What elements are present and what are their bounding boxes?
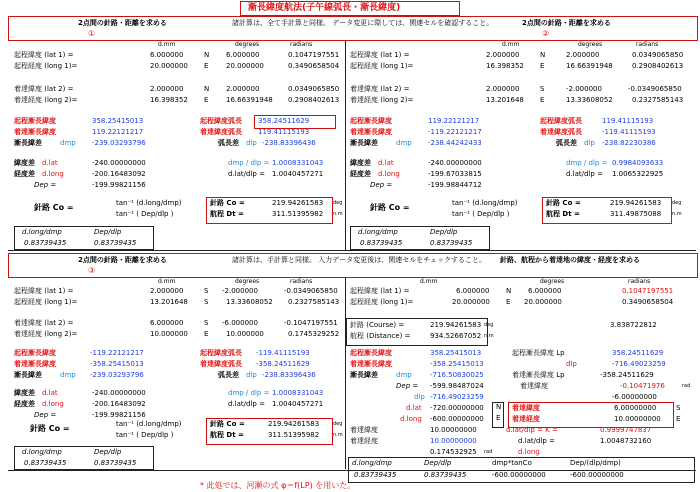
ratio2-label: Dep/dlp — [94, 448, 122, 456]
ratio1-label: d.long/dmp — [22, 448, 62, 456]
ml-diff-label: 漸長緯差 — [14, 371, 42, 379]
dep-label: Dep = — [370, 181, 393, 189]
lat2-dmm: 2.000000 — [486, 85, 520, 93]
long1-label: 起程経度 (long 1)= — [14, 298, 78, 306]
ratio2-value: 0.83739435 — [430, 239, 473, 247]
lat2-dmm: 2.000000 — [150, 85, 184, 93]
dmp-tan-label: dmp*tanCo — [492, 459, 532, 467]
lat1-rad: 0.1047197551 — [288, 51, 340, 59]
divider — [8, 250, 696, 251]
sec3-note: 諸計算は、手計算と同様。 入力データ変更後は、関連セルをチェックすること。 — [232, 256, 487, 264]
col-header-degrees: degrees — [235, 278, 260, 285]
course-unit: deg — [333, 200, 343, 206]
start-ml-lp-label: 起程漸長緯度 Lp — [512, 349, 565, 357]
lat2-hemi: S — [204, 319, 209, 327]
dmp-tan-value: -600.00000000 — [492, 471, 546, 479]
arr-arc-label: 着達緯度弧長 — [200, 360, 242, 368]
dist-in-label: 航程 (Distance) = — [350, 332, 411, 340]
col-header-radians: radians — [290, 278, 313, 285]
course-value: 219.94261583 — [610, 199, 662, 207]
start-arc-value: 358.24511629 — [258, 117, 310, 125]
lat1-hemi: N — [204, 51, 210, 59]
ml-diff-dmp: dmp — [60, 139, 76, 147]
lat2-deg: -6.000000 — [222, 319, 258, 327]
long1-dmm: 13.201648 — [150, 298, 188, 306]
arr-lat-label-2: 着達緯度 — [520, 382, 548, 390]
ratio1-value: 0.83739435 — [360, 239, 403, 247]
start-arc-label: 起程緯度弧長 — [200, 349, 242, 357]
long-diff-value: -200.16483092 — [92, 170, 146, 178]
lat-diff-value: -240.00000000 — [428, 159, 482, 167]
ratio2-label: Dep/dlp — [430, 228, 458, 236]
formula-2: tan⁻¹ ( Dep/dlp ) — [116, 431, 174, 439]
distance-value: 311.51395982 — [272, 210, 324, 218]
long-diff-label: 経度差 — [14, 400, 35, 408]
arr-arc-value: -119.41115193 — [602, 128, 656, 136]
dlat-label: d.lat — [406, 404, 422, 412]
lat2-rad: 0.0349065850 — [288, 85, 340, 93]
lat1-hemi: N — [540, 51, 546, 59]
arr-long-value: 10.00000000 — [430, 437, 477, 445]
lat2-hemi: N — [204, 85, 210, 93]
s-marker: S — [676, 404, 681, 412]
result-box — [508, 402, 674, 428]
col-header-degrees: degrees — [235, 41, 260, 48]
arr-arc-label: 着達緯度弧長 — [200, 128, 242, 136]
long1-hemi: E — [540, 62, 545, 70]
dlat-dlp-value: 1.0065322925 — [612, 170, 664, 178]
arr-ml-value: -119.22121217 — [428, 128, 482, 136]
sec1-header-box — [8, 16, 698, 41]
long2-rad: 0.2908402613 — [288, 96, 340, 104]
arr-lat-label: 着達緯度 — [350, 426, 378, 434]
course-in-label: 針路 (Course) = — [350, 321, 405, 329]
lat2-label: 着達緯度 (lat 2) = — [14, 319, 74, 327]
arr-long-e-label: 着達経度 — [512, 415, 540, 423]
formula-1: tan⁻¹ (d.long/dmp) — [116, 199, 182, 207]
sec2-number: ② — [542, 29, 550, 38]
title-box — [240, 1, 460, 16]
ratio2-value: 0.83739435 — [94, 459, 137, 467]
ratio1-value: 0.83739435 — [24, 239, 67, 247]
arr-arc-label: 着達緯度弧長 — [540, 128, 582, 136]
arr-long-e-value: 10.00000000 — [614, 415, 661, 423]
formula-2: tan⁻¹ ( Dep/dlp ) — [116, 210, 174, 218]
course-value: 219.94261583 — [268, 420, 320, 428]
dmp-dlp-value: 1.0008331043 — [272, 159, 324, 167]
n-marker: N — [496, 403, 502, 411]
col-header-radians: radians — [628, 278, 651, 285]
long1-rad: 0.3490658504 — [288, 62, 340, 70]
arr-ml-value: -358.25415013 — [430, 360, 484, 368]
start-ml-value: 358.25415013 — [430, 349, 482, 357]
long1-deg: 20.000000 — [524, 298, 562, 306]
input-box — [346, 318, 488, 346]
lat1-deg: 2.000000 — [566, 51, 600, 59]
arc-diff-dlp: dlp — [246, 139, 257, 147]
lat1-label: 起程緯度 (lat 1) = — [14, 51, 74, 59]
e-marker: E — [496, 414, 501, 422]
arr-lat-deg: 0.174532925 — [430, 448, 477, 456]
ml-diff-label: 漸長緯差 — [350, 139, 378, 147]
course-unit: deg — [672, 200, 682, 206]
dlp-label: dlp — [414, 393, 425, 401]
long1-hemi: E — [506, 298, 511, 306]
arr-ml-label: 着達漸長緯度 — [350, 128, 392, 136]
dlp-value: -716.49023259 — [430, 393, 484, 401]
distance-value: 311.51395982 — [268, 431, 320, 439]
arc-diff-label: 弧長差 — [218, 371, 239, 379]
start-ml-value: -119.22121217 — [90, 349, 144, 357]
long2-hemi: E — [204, 330, 209, 338]
ml-diff-value: -239.03293796 — [90, 371, 144, 379]
dlat-value: -720.00000000 — [430, 404, 484, 412]
lat-diff-dlat: d.lat — [378, 159, 394, 167]
dist-in-unit: n.m — [484, 333, 494, 339]
marker-box — [492, 402, 504, 428]
arr-lat-neg-value: -6.00000000 — [612, 393, 657, 401]
start-arc-value: -119.41115193 — [256, 349, 310, 357]
arr-ml-lp-calc: -716.49023259 — [612, 360, 666, 368]
start-ml-label: 起程漸長緯度 — [350, 117, 392, 125]
ml-diff-value: -239.03293796 — [92, 139, 146, 147]
dlat-dlp-label: d.lat/dlp = — [228, 170, 265, 178]
long1-label: 起程経度 (long 1)= — [350, 298, 414, 306]
footer-note: * 此処では、河瀬の式 φ＝f(LP) を用いた。 — [200, 481, 356, 490]
long1-deg: 16.66391948 — [566, 62, 613, 70]
arc-diff-label: 弧長差 — [218, 139, 239, 147]
distance-label: 航程 Dt = — [546, 210, 580, 218]
distance-label: 航程 Dt = — [210, 210, 244, 218]
dep-label: Dep = — [34, 181, 57, 189]
long1-dmm: 20.000000 — [452, 298, 490, 306]
course-small-label: 針路 Co = — [546, 199, 581, 207]
ml-diff-dmp: dmp — [396, 371, 412, 379]
arr-ml-label: 着達漸長緯度 — [14, 360, 56, 368]
k-value: 0.9999747837 — [600, 426, 652, 434]
long1-deg: 13.33608052 — [226, 298, 273, 306]
lat2-deg: 2.000000 — [226, 85, 260, 93]
dmp-dlp-label: dmp / dlp = — [228, 389, 270, 397]
start-ml-label: 起程漸長緯度 — [14, 349, 56, 357]
course-label: 針路 Co = — [30, 424, 70, 433]
ml-diff-value: -716.50830025 — [430, 371, 484, 379]
long1-rad: 0.2327585143 — [288, 298, 340, 306]
long1-dmm: 20.000000 — [150, 62, 188, 70]
long2-hemi: E — [540, 96, 545, 104]
ratio1-label: d.long/dmp — [358, 228, 398, 236]
sec3-number: ③ — [88, 266, 96, 275]
long2-label: 着達経度 (long 2)= — [350, 96, 414, 104]
ml-diff-label: 漸長緯差 — [14, 139, 42, 147]
b4-ratio2-value: 0.83739435 — [424, 471, 467, 479]
dmp-dlp-value: 0.9984093633 — [612, 159, 664, 167]
lat1-dmm: 6.000000 — [150, 51, 184, 59]
dmp-dlp-label: dmp / dlp = — [566, 159, 608, 167]
long2-rad: 0.2327585143 — [632, 96, 684, 104]
ratio2-label: Dep/dlp — [94, 228, 122, 236]
distance-value: 311.49875088 — [610, 210, 662, 218]
start-ml-lp-value: 358.24511629 — [612, 349, 664, 357]
lat-diff-label: 緯度差 — [14, 389, 35, 397]
dlat-dlp-value: 1.0040457271 — [272, 400, 324, 408]
col-header-radians: radians — [636, 41, 659, 48]
long2-dmm: 16.398352 — [150, 96, 188, 104]
course-in-unit: deg — [484, 322, 494, 328]
lat1-deg: 6.000000 — [226, 51, 260, 59]
course-in-value: 219.94261583 — [430, 321, 482, 329]
long1-rad: 0.3490658504 — [622, 298, 674, 306]
arr-lat-value: 10.00000000 — [430, 426, 477, 434]
lat1-label: 起程緯度 (lat 1) = — [14, 287, 74, 295]
dlp-mid: dlp — [566, 360, 577, 368]
divider — [345, 277, 346, 469]
start-arc-label: 起程緯度弧長 — [200, 117, 242, 125]
long1-rad: 0.2908402613 — [632, 62, 684, 70]
lat2-deg: -2.000000 — [566, 85, 602, 93]
dep-dlp-value: -600.00000000 — [570, 471, 624, 479]
ratio1-value: 0.83739435 — [24, 459, 67, 467]
dep-value: -599.98487024 — [430, 382, 484, 390]
dlong-value: -600.00000000 — [430, 415, 484, 423]
lat2-hemi: S — [540, 85, 545, 93]
lat1-deg: 6.000000 — [528, 287, 562, 295]
dmp-dlp-label: dmp / dlp = — [228, 159, 270, 167]
lat2-label: 着達緯度 (lat 2) = — [350, 85, 410, 93]
arc-diff-value: -238.83396436 — [262, 371, 316, 379]
long-diff-dlong: d.long — [42, 400, 64, 408]
col-header-dmm: d.mm — [158, 41, 176, 48]
ratio1-label: d.long/dmp — [22, 228, 62, 236]
course-label: 針路 Co = — [34, 203, 74, 212]
arr-ml-lp-label: 着達漸長緯度 Lp — [512, 371, 565, 379]
long-diff-value: -200.16483092 — [92, 400, 146, 408]
long-diff-dlong: d.long — [378, 170, 400, 178]
lat-diff-label: 緯度差 — [350, 159, 371, 167]
arr-ml-label: 着達漸長緯度 — [350, 360, 392, 368]
long2-deg: 16.66391948 — [226, 96, 273, 104]
lat1-hemi: N — [506, 287, 512, 295]
ml-diff-value: -238.44242433 — [428, 139, 482, 147]
sec1-heading: 2点間の針路・距離を求める — [78, 19, 167, 27]
ml-diff-label: 漸長緯差 — [350, 371, 378, 379]
lat1-dmm: 2.000000 — [150, 287, 184, 295]
result-box — [542, 197, 672, 224]
dlat-dlp-label: d.lat/dlp = — [518, 437, 555, 445]
long2-label: 着達経度 (long 2)= — [14, 96, 78, 104]
dlat-dlp-label: d.lat/dlp = — [566, 170, 603, 178]
ratio2-label: Dep/dlp — [424, 459, 452, 467]
long-diff-value: -199.67033815 — [428, 170, 482, 178]
long-diff-dlong: d.long — [42, 170, 64, 178]
lat1-rad: 0.0349065850 — [632, 51, 684, 59]
lat-diff-label: 緯度差 — [14, 159, 35, 167]
arr-ml-value: 119.22121217 — [92, 128, 144, 136]
rad-unit-2: rad — [682, 383, 691, 389]
dmp-dlp-value: 1.0008331043 — [272, 389, 324, 397]
lat-diff-dlat: d.lat — [42, 159, 58, 167]
col-header-degrees: degrees — [578, 41, 603, 48]
dlong-label-2: d.long — [518, 448, 540, 456]
lat1-deg: -2.000000 — [222, 287, 258, 295]
lat-diff-value: -240.00000000 — [92, 159, 146, 167]
ratio2-value: 0.83739435 — [94, 239, 137, 247]
start-arc-label: 起程緯度弧長 — [540, 117, 582, 125]
course-value: 219.94261583 — [272, 199, 324, 207]
lat-diff-dlat: d.lat — [42, 389, 58, 397]
dist-in-value: 934.52667052 — [430, 332, 482, 340]
long1-dmm: 16.398352 — [486, 62, 524, 70]
ratio-box — [350, 226, 490, 250]
dep-value: -199.99821156 — [92, 411, 146, 419]
lat2-dmm: 6.000000 — [150, 319, 184, 327]
course-small-label: 針路 Co = — [210, 199, 245, 207]
start-arc-value: 119.41115193 — [602, 117, 654, 125]
dlong-label: d.long — [400, 415, 422, 423]
ml-diff-dmp: dmp — [60, 371, 76, 379]
col-header-radians: radians — [290, 41, 313, 48]
arr-lat-s-label: 着達緯度 — [512, 404, 540, 412]
sec4-heading: 針路、航程から着達地の緯度・経度を求める — [500, 256, 640, 264]
col-header-degrees: degrees — [540, 278, 565, 285]
sec3-heading: 2点間の針路・距離を求める — [78, 256, 167, 264]
rad-unit: rad — [484, 449, 493, 455]
sec3-header-box — [8, 253, 698, 278]
formula-1: tan⁻¹ (d.long/dmp) — [452, 199, 518, 207]
b4-ratio1-value: 0.83739435 — [354, 471, 397, 479]
course-in-rad: 3.838722812 — [610, 321, 657, 329]
lat2-label: 着達緯度 (lat 2) = — [14, 85, 74, 93]
dep-value: -199.98844712 — [428, 181, 482, 189]
sec1-note: 諸計算は、全て手計算と同様。 データ変更に際しては、関連セルを確認すること。 — [232, 19, 494, 27]
lat1-label: 起程緯度 (lat 1) = — [350, 51, 410, 59]
b4-bottom-box — [348, 457, 695, 483]
start-ml-value: 119.22121217 — [428, 117, 480, 125]
long-diff-label: 経度差 — [350, 170, 371, 178]
dep-label: Dep = — [396, 382, 419, 390]
arr-lat-rad-value: -0.10471976 — [620, 382, 665, 390]
divider — [345, 40, 346, 250]
long1-deg: 20.000000 — [226, 62, 264, 70]
lat1-hemi: S — [204, 287, 209, 295]
result-box — [206, 418, 333, 445]
arr-lat-s-value: 6.00000000 — [614, 404, 657, 412]
arc-diff-label: 弧長差 — [556, 139, 577, 147]
start-arc-box — [254, 115, 336, 129]
ratio-box — [14, 446, 154, 470]
lat1-rad: 0.1047197551 — [622, 287, 674, 295]
long2-deg: 10.000000 — [226, 330, 264, 338]
lat1-dmm: 2.000000 — [486, 51, 520, 59]
dep-value: -199.99821156 — [92, 181, 146, 189]
formula-1: tan⁻¹ (d.long/dmp) — [116, 420, 182, 428]
start-ml-label: 起程漸長緯度 — [350, 349, 392, 357]
ratio-box — [14, 226, 154, 250]
lat1-label: 起程緯度 (lat 1) = — [350, 287, 410, 295]
result-box — [206, 197, 333, 224]
long1-hemi: E — [204, 62, 209, 70]
sec1-number: ① — [88, 29, 96, 38]
long1-label: 起程経度 (long 1)= — [14, 62, 78, 70]
lat2-rad: -0.1047197551 — [284, 319, 338, 327]
dep-label: Dep = — [34, 411, 57, 419]
arr-arc-value: 119.41115193 — [258, 128, 310, 136]
arc-diff-dlp: dlp — [584, 139, 595, 147]
dlat-dlp-value: 1.0040457271 — [272, 170, 324, 178]
long1-hemi: S — [204, 298, 209, 306]
long-diff-label: 経度差 — [14, 170, 35, 178]
arc-diff-value: -238.82230386 — [602, 139, 656, 147]
formula-2: tan⁻¹ ( Dep/dlp ) — [452, 210, 510, 218]
ratio1-label: d.long/dmp — [352, 459, 392, 467]
long1-label: 起程経度 (long 1)= — [350, 62, 414, 70]
long2-label: 着達経度 (long 2)= — [14, 330, 78, 338]
arc-diff-dlp: dlp — [246, 371, 257, 379]
dlat-dlp-value: 1.0048732160 — [600, 437, 652, 445]
long2-deg: 13.33608052 — [566, 96, 613, 104]
k-label: d.lat/dlp = K = — [506, 426, 558, 434]
ml-diff-dmp: dmp — [396, 139, 412, 147]
arr-long-label: 着達経度 — [350, 437, 378, 445]
long2-dmm: 13.201648 — [486, 96, 524, 104]
arr-arc-value: -358.24511629 — [256, 360, 310, 368]
lat-diff-value: -240.00000000 — [92, 389, 146, 397]
e-marker-2: E — [676, 415, 681, 423]
course-small-label: 針路 Co = — [210, 420, 245, 428]
arr-ml-label: 着達漸長緯度 — [14, 128, 56, 136]
dep-dlp-label: Dep/(dlp/dmp) — [570, 459, 621, 467]
start-ml-value: 358.25415013 — [92, 117, 144, 125]
long2-hemi: E — [204, 96, 209, 104]
distance-unit: n.m — [333, 211, 343, 217]
long2-rad: 0.1745329252 — [288, 330, 340, 338]
distance-label: 航程 Dt = — [210, 431, 244, 439]
sec2-heading: 2点間の針路・距離を求める — [522, 19, 611, 27]
arc-diff-value: -238.83396436 — [262, 139, 316, 147]
arr-ml-value: -358.25415013 — [90, 360, 144, 368]
arr-ml-lp-value: -358.24511629 — [600, 371, 654, 379]
long2-dmm: 10.000000 — [150, 330, 188, 338]
course-label: 針路 Co = — [370, 203, 410, 212]
distance-unit: n.m — [672, 211, 682, 217]
course-unit: deg — [333, 421, 343, 427]
distance-unit: n.m — [333, 432, 343, 438]
start-ml-label: 起程漸長緯度 — [14, 117, 56, 125]
col-header-dmm: d.mm — [502, 41, 520, 48]
lat2-rad: -0.0349065850 — [628, 85, 682, 93]
lat1-rad: -0.0349065850 — [284, 287, 338, 295]
dlat-dlp-label: d.lat/dlp = — [228, 400, 265, 408]
col-header-dmm: d.mm — [420, 278, 438, 285]
lat1-dmm: 6.000000 — [456, 287, 490, 295]
page-title: 漸長緯度航法(子午線弧長・漸長緯度) — [248, 3, 401, 13]
col-header-dmm: d.mm — [158, 278, 176, 285]
